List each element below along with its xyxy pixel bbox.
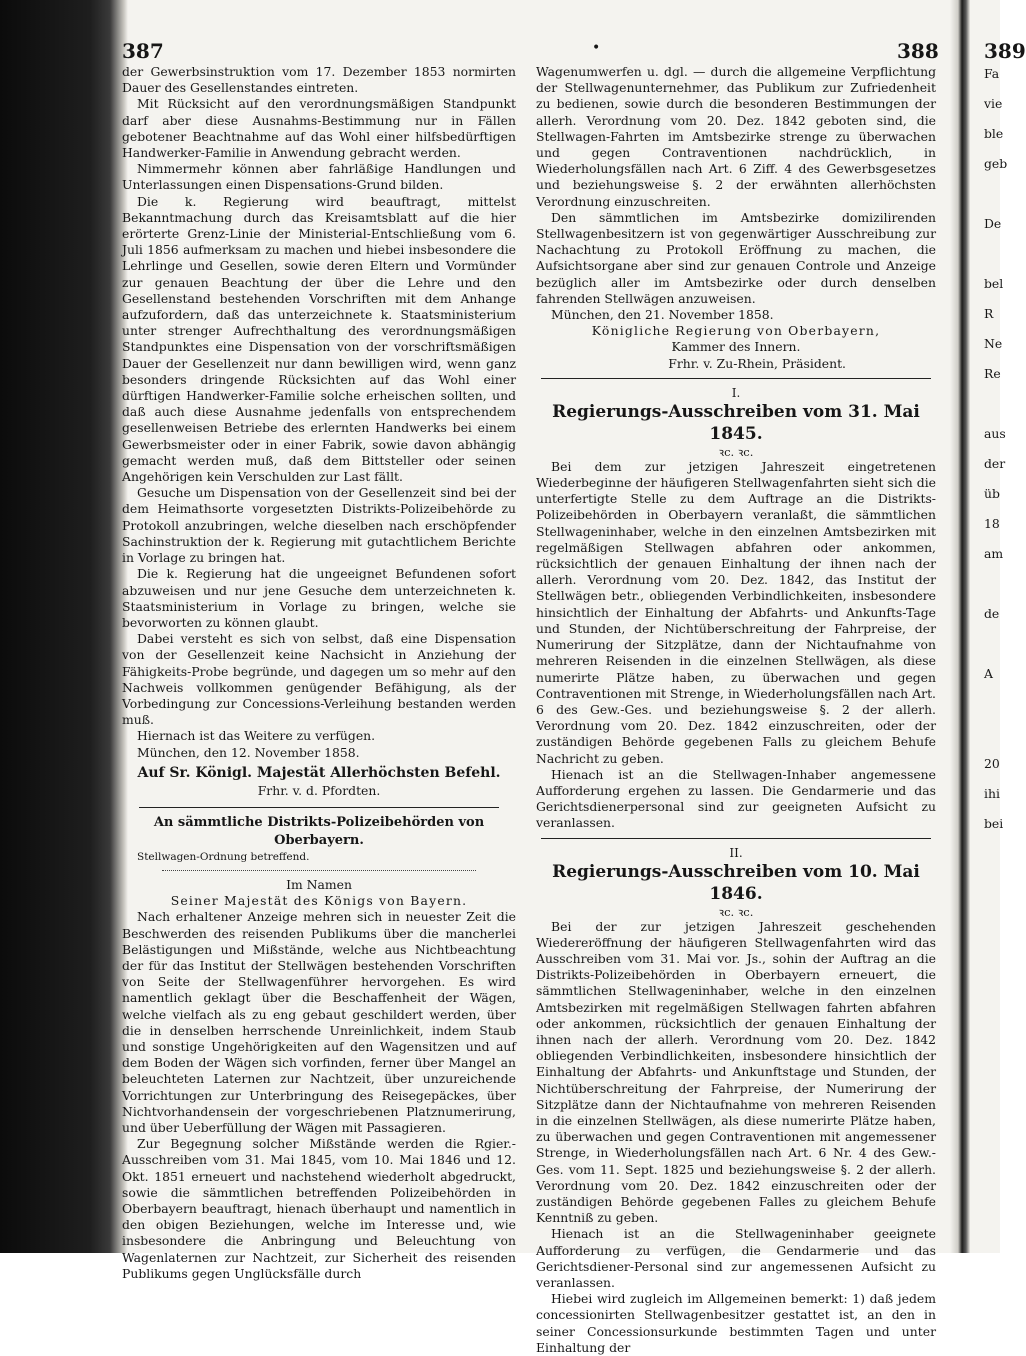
page-edge-shadow — [950, 0, 970, 1253]
paragraph: Zur Begegnung solcher Mißstände werden die Rgier.-Ausschreiben vom 31. Mai 1845, vom 10. Mai 1846 und 12. Okt. 1851 erneuert und nachstehend wiederholt abgedruckt, sowie die sämmtlichen betreffenden Polizeibehörden in Oberbayern beauftragt, hienach überhaupt und namentlich in den obigen Beziehungen, welche im Interesse und, wie insbesondere die Anbringung und Beleuchtung von Wagenlaternen zur Nachtzeit, zur Sicherheit des reisenden Publikums gegen Unglücksfälle durch — [122, 1136, 516, 1281]
edge-line-fragment: am — [984, 546, 1004, 561]
paragraph: Nimmermehr können aber fahrläßige Handlungen und Unterlassungen einen Dispensations-Grund bilden. — [122, 161, 516, 193]
authority: Königliche Regierung von Oberbayern, — [591, 323, 881, 339]
section-heading: An sämmtliche Distrikts-Polizeibehörden von Oberbayern. — [153, 814, 485, 848]
dateline: München, den 12. November 1858. — [137, 744, 360, 760]
edge-line-fragment: der — [984, 456, 1006, 471]
signature: Frhr. v. Zu-Rhein, Präsident. — [668, 355, 846, 371]
paragraph: Hienach ist an die Stellwageninhaber geeignete Aufforderung zu verfügen, die Gendarmerie und das Gerichtsdiener-Personal sind zur angemessenen Aufsicht zu veranlassen. — [536, 1226, 936, 1290]
edge-line-fragment: de — [984, 606, 1000, 621]
section-numeral: II. — [729, 845, 743, 860]
majesty-line: Seiner Majestät des Königs von Bayern. — [170, 893, 468, 909]
edge-line-fragment: ble — [984, 126, 1004, 141]
paragraph: Hiernach ist das Weitere zu verfügen. — [137, 728, 376, 744]
edge-line-fragment: vie — [984, 96, 1003, 111]
edge-line-fragment: Ne — [984, 336, 1003, 351]
paragraph: Hienach ist an die Stellwagen-Inhaber angemessene Aufforderung ergehen zu lassen. Die Gendarmerie und das Gerichtsdienerpersonal sind zur geeigneten Aufsicht zu veranlassen. — [536, 766, 936, 831]
edge-line-fragment: ihi — [984, 786, 1000, 801]
edge-line-fragment: bel — [984, 276, 1004, 291]
paragraph: Den sämmtlichen im Amtsbezirke domizilirenden Stellwagenbesitzern ist von gegenwärtiger Ausschreibung zur Nachachtung zu Protokoll Eröffnung zu machen, die Aufsichtsorgane aber sind zur genauen Controle und Anzeige bezüglich aller im Amtsbezirke oder durch denselben fahrenden Stellwägen anzuweisen. — [536, 209, 936, 306]
center-ornament-mark: • — [592, 40, 601, 56]
page-number-left: 387 — [122, 39, 164, 63]
edge-line-fragment: bei — [984, 816, 1004, 831]
section-heading: Regierungs-Ausschreiben vom 31. Mai 1845. — [552, 401, 920, 444]
signature: Frhr. v. d. Pfordten. — [257, 782, 381, 798]
edge-line-fragment: Fa — [984, 66, 1000, 81]
dotted-rule — [162, 870, 476, 871]
edge-line-fragment: üb — [984, 486, 1000, 501]
divider-rule — [541, 838, 931, 839]
book-gutter-shadow — [0, 0, 128, 1253]
paragraph: Die k. Regierung hat die ungeeignet Befundenen sofort abzuweisen und nur jene Gesuche dem unterzeichneten k. Staatsministerium in Vorlage zu bringen, welche sie bevorworten zu können glaubt. — [122, 566, 516, 630]
edge-line-fragment: A — [984, 666, 993, 681]
paragraph: Wagenumwerfen u. dgl. — durch die allgemeine Verpflichtung der Stellwagenunternehmer, das Publikum zur Zufriedenheit zu bedienen, sowie durch die besonderen Bestimmungen der allerh. Verordnung vom 20. Dez. 1842 geboten sind, die Stellwagen-Fahrten im Amtsbezirke strenge zu überwachen und gegen Contraventionen nachdrücklich, in Wiederholungsfällen nach Art. 6 Ziff. 4 des Gewerbsgesetzes und beziehungsweise §. 2 der erwähnten allerhöchsten Verordnung einzuschreiten. — [536, 64, 936, 209]
divider-rule — [139, 807, 499, 808]
page-number-right: 388 — [897, 39, 939, 63]
section-numeral: I. — [731, 385, 741, 400]
paragraph: Bei der zur jetzigen Jahreszeit geschehenden Wiedereröffnung der häufigeren Stellwagenfahrten wird das Ausschreiben vom 31. Mai vor. Js., sohin der Auftrag an die Distrikts-Polizeibehörden in Oberbayern erneuert, die sämmtlichen Stellwageninhaber, welche in den einzelnen Amtsbezirken mit regelmäßigen Stellwagen fahrten abfahren oder ankommen, rücksichtlich der genauen Einhaltung der ihnen nach der allerh. Verordnung vom 20. Dez. 1842 obliegenden Verbindlichkeiten, insbesondere hinsichtlich der Einhaltung der Abfahrts- und Ankunftstage und Stunden, der Nichtüberschreitung der Fahrpreise, der Numerirung der Sitzplätze dann der Nichtaufnahme von mehreren Reisenden in die einzelnen Stellwägen, als diese numerirte Plätze haben, zu überwachen und gegen Contraventionen mit angemessener Strenge, in Wiederholungsfällen nach Art. 6 Nr. 4 des Gew.-Ges. vom 11. Sept. 1825 und beziehungsweise §. 2 der allerh. Verordnung vom 20. Dez. 1842 einzuschreiten oder der zuständigen Behörde gegebenen Falles zu gleichem Behufe Kenntniß zu geben. — [536, 918, 936, 1226]
paragraph: Nach erhaltener Anzeige mehren sich in neuester Zeit die Beschwerden des reisenden Publikums über die mancherlei Belästigungen und Mißstände, welche aus Nichtbeachtung der für das Institut der Stellwägen bestehenden Vorschriften von Seite der Stellwagenführer hervorgehen. Es wird namentlich geklagt über die Beschaffenheit der Wägen, welche vielfach als zu eng gebaut geschildert werden, über die in denselben herrschende Unreinlichkeit, indem Staub und sonstige Ungehörigkeiten auf den Wagensitzen und auf dem Boden der Wägen sich vorfinden, ferner über Mangel an beleuchteten Laternen zur Nachtzeit, über unzureichende Vorrichtungen zur Unterbringung des Reisegepäckes, über Nichtvorhandensein der vorgeschriebenen Platznumerirung, und über Ueberfüllung der Wägen mit Passagieren. — [122, 909, 516, 1135]
edge-line-fragment: geb — [984, 156, 1008, 171]
in-namen: Im Namen — [286, 876, 352, 892]
paragraph: der Gewerbsinstruktion vom 17. Dezember 1853 normirten Dauer des Gesellenstandes eintreten. — [122, 64, 516, 96]
page-number-edge: 389 — [984, 39, 1026, 63]
edge-line-fragment: aus — [984, 426, 1006, 441]
royal-command: Auf Sr. Königl. Majestät Allerhöchsten Befehl. — [137, 764, 501, 781]
edge-line-fragment: R — [984, 306, 994, 321]
left-page-column — [122, 64, 516, 1282]
edge-line-fragment: 20 — [984, 756, 1000, 771]
chamber: Kammer des Innern. — [671, 339, 801, 355]
dateline: München, den 21. November 1858. — [551, 307, 774, 323]
edge-line-fragment: 18 — [984, 516, 1000, 531]
right-page-column — [536, 64, 936, 1356]
edge-line-fragment: Re — [984, 366, 1001, 381]
etc-mark: ꝛc. ꝛc. — [718, 444, 754, 459]
paragraph: Die k. Regierung wird beauftragt, mittelst Bekanntmachung durch das Kreisamtsblatt auf die hier erörterte Grenz-Linie der Ministerial-Entschließung vom 6. Juli 1856 aufmerksam zu machen und hiebei insbesondere die Lehrlinge und Gesellen, sowie deren Eltern und Vormünder zur genauen Beachtung der über die Lehre und den Gesellenstand bestehenden Vorschriften mit dem Anhange aufzufordern, daß das unterzeichnete k. Staatsministerium unter strenger Aufrechthaltung des verordnungsmäßigen Standpunktes eine Dispensation von der vorschriftsmäßigen Dauer der Gesellenzeit nur dann bewilligen wird, wenn ganz besonders dringende Rücksichten auf das Wohl einer dürftigen Handwerker-Familie solche erheischen sollten, und daß auch diese Ausnahme jedenfalls von entsprechendem gesellenweisen Betriebe des erlernten Handwerks bei einem Gewerbsmeister oder in einer Fabrik, sowie davon abhängig gemacht werden muß, daß dem Bittsteller oder seinen Angehörigen kein Verschulden zur Last fällt. — [122, 193, 516, 485]
divider-rule — [541, 378, 931, 379]
paragraph: Gesuche um Dispensation von der Gesellenzeit sind bei der dem Heimathsorte vorgesetzten Distrikts-Polizeibehörde zu Protokoll anzubringen, welche dieselben nach erschöpfender Sachinstruktion der k. Regierung mit gutachtlichem Berichte in Vorlage zu bringen hat. — [122, 485, 516, 566]
paragraph: Dabei versteht es sich von selbst, daß eine Dispensation von der Gesellenzeit keine Nachsicht in Anziehung der Fähigkeits-Probe begründe, und dagegen um so mehr auf den Nachweis vollkommen genügender Befähigung, als der Vorbedingung zur Concessions-Verleihung bestanden werden muß. — [122, 631, 516, 728]
section-subheading: Stellwagen-Ordnung betreffend. — [137, 850, 310, 863]
paragraph: Mit Rücksicht auf den verordnungsmäßigen Standpunkt darf aber diese Ausnahms-Bestimmung nur in Fällen gebotener Beachtnahme auf das Wohl einer hilfsbedürftigen Handwerker-Familie in Anwendung gebracht werden. — [122, 96, 516, 161]
etc-mark: ꝛc. ꝛc. — [718, 904, 754, 919]
edge-line-fragment: De — [984, 216, 1002, 231]
paragraph: Bei dem zur jetzigen Jahreszeit eingetretenen Wiederbeginne der häufigeren Stellwagenfahrten sieht sich die unterfertigte Stelle zu dem Auftrage an die Distrikts-Polizeibehörden in Oberbayern veranlaßt, die sämmtlichen Stellwageninhaber, welche in den einzelnen Amtsbezirken mit regelmäßigen Stellwagen abfahren oder ankommen, rücksichtlich der genauen Einhaltung der ihnen nach der allerh. Verordnung vom 20. Dez. 1842, das Institut der Stellwägen betr., obliegenden Verbindlichkeiten, insbesondere hinsichtlich der Einhaltung der Abfahrts- und Ankunfts-Tage und Stunden, der Nichtüberschreitung der Fahrpreise, der Numerirung der Sitzplätze, dann der Nichtaufnahme von mehreren Reisenden in die einzelnen Stellwägen, als diese numerirte Plätze haben, zu überwachen und gegen Contraventionen mit Strenge, in Wiederholungsfällen nach Art. 6 des Gew.-Ges. und beziehungsweise §. 2 der allerh. Verordnung vom 20. Dez. 1842 einzuschreiten, oder der zuständigen Behörde gegebenen Falls zu gleichem Behufe Nachricht zu geben. — [536, 458, 936, 766]
paragraph: Hiebei wird zugleich im Allgemeinen bemerkt: 1) daß jedem concessionirten Stellwagenbesitzer gestattet ist, an den in seiner Concessionsurkunde bestimmten Tagen und unter Einhaltung der — [536, 1291, 936, 1355]
section-heading: Regierungs-Ausschreiben vom 10. Mai 1846. — [552, 861, 920, 904]
